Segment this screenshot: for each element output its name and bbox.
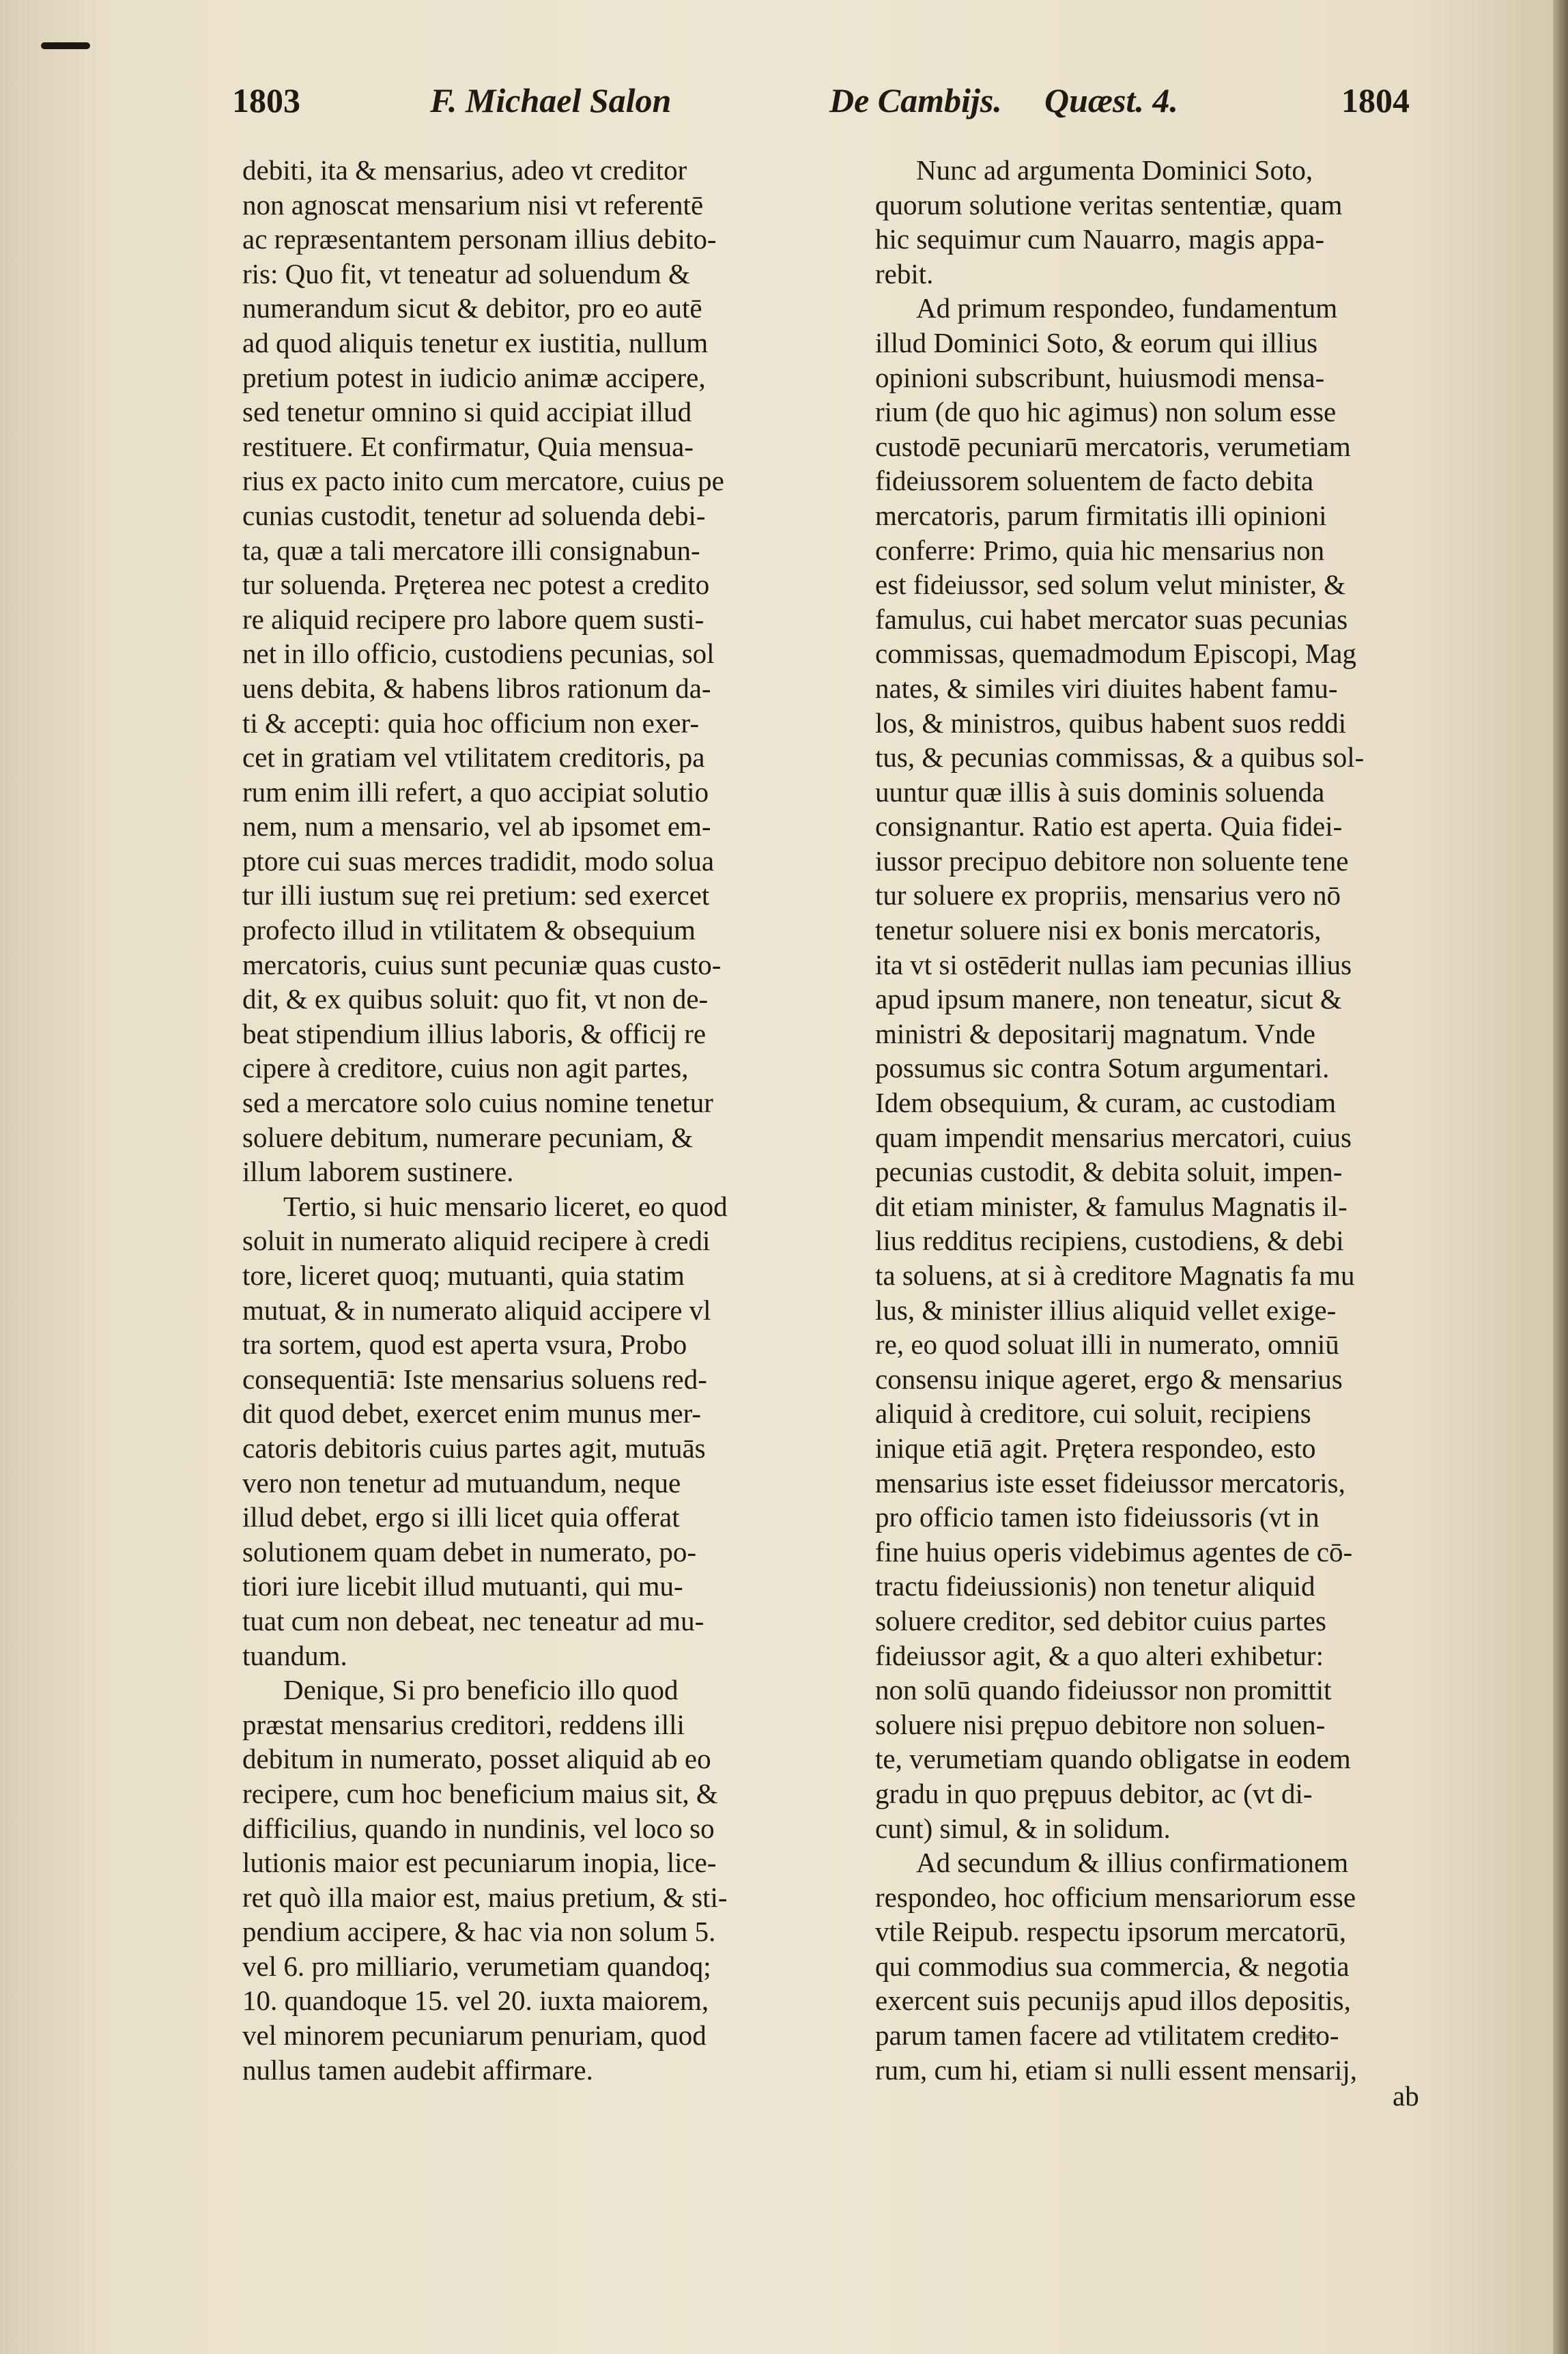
text-line: inique etiā agit. Prętera respondeo, esto [875, 1432, 1316, 1464]
text-line: rum enim illi refert, a quo accipiat solutio [242, 776, 709, 808]
text-line: tra sortem, quod est aperta vsura, Probo [242, 1329, 687, 1361]
text-line: dit, & ex quibus soluit: quo fit, vt non de- [242, 983, 709, 1015]
text-line: conferre: Primo, quia hic mensarius non [875, 534, 1325, 566]
text-line: ita vt si ostēderit nullas iam pecunias illius [875, 948, 1352, 980]
text-line: opinioni subscribunt, huiusmodi mensa- [875, 361, 1325, 393]
text-line: pecunias custodit, & debita soluit, impen- [875, 1156, 1343, 1188]
text-line: tur soluere ex propriis, mensarius vero nō [875, 879, 1341, 911]
text-line: Tertio, si huic mensario liceret, eo quod [283, 1190, 728, 1222]
text-line: ta soluens, at si à creditore Magnatis fa mu [875, 1260, 1355, 1291]
text-line: ad quod aliquis tenetur ex iustitia, nullum [242, 326, 709, 358]
text-line: ris: Quo fit, vt teneatur ad soluendum & [242, 257, 690, 289]
text-line: numerandum sicut & debitor, pro eo autē [242, 292, 702, 324]
text-line: mutuat, & in numerato aliquid accipere vl [242, 1294, 711, 1326]
text-line: commissas, quemadmodum Episcopi, Mag [875, 638, 1356, 670]
text-line: iussor precipuo debitore non soluente tene [875, 845, 1349, 877]
text-line: vel minorem pecuniarum penuriam, quod [242, 2019, 707, 2052]
text-line: Denique, Si pro beneficio illo quod [283, 1674, 679, 1706]
text-line: uuntur quæ illis à suis dominis soluenda [875, 776, 1325, 808]
text-line: consensu inique ageret, ergo & mensarius [875, 1363, 1343, 1395]
text-line: parum tamen facere ad vtilitatem credito- [875, 2019, 1339, 2052]
text-line: possumus sic contra Sotum argumentari. [875, 1052, 1330, 1084]
text-line: consignantur. Ratio est aperta. Quia fidei- [875, 810, 1343, 842]
text-line: tuat cum non debeat, nec teneatur ad mu- [242, 1604, 704, 1636]
text-line: cunias custodit, tenetur ad soluenda debi- [242, 499, 706, 531]
text-line: tore, liceret quoq; mutuanti, quia statim [242, 1260, 685, 1291]
catchword: ab [1393, 2080, 1419, 2112]
text-line: aliquid à creditore, cui soluit, recipiens [875, 1398, 1311, 1430]
left-page-number: 1803 [232, 81, 300, 119]
text-line: restituere. Et confirmatur, Quia mensua- [242, 430, 694, 462]
text-line: rebit. [875, 257, 934, 289]
text-line: fideiussorem soluentem de facto debita [875, 465, 1314, 497]
text-line: difficilius, quando in nundinis, vel loco so [242, 1812, 715, 1844]
text-line: vel 6. pro milliario, verumetiam quandoq; [242, 1950, 711, 1982]
text-line: præstat mensarius creditori, reddens illi [242, 1708, 685, 1740]
text-line: cet in gratiam vel vtilitatem creditoris, pa [242, 741, 705, 774]
right-text-column [875, 153, 1455, 2087]
text-line: illud debet, ergo si illi licet quia offerat [242, 1501, 680, 1533]
text-line: net in illo officio, custodiens pecunias, sol [242, 638, 715, 670]
text-line: vero non tenetur ad mutuandum, neque [242, 1466, 681, 1499]
text-line: lius redditus recipiens, custodiens, & debi [875, 1225, 1344, 1257]
text-line: tus, & pecunias commissas, & a quibus sol- [875, 741, 1365, 774]
text-line: famulus, cui habet mercator suas pecunias [875, 603, 1348, 635]
text-line: mensarius iste esset fideiussor mercatoris, [875, 1466, 1345, 1499]
text-line: cunt) simul, & in solidum. [875, 1812, 1171, 1844]
text-line: fideiussor agit, & a quo alteri exhibetur: [875, 1639, 1324, 1671]
text-line: Ad secundum & illius confirmationem [916, 1847, 1349, 1879]
text-line: soluere nisi prępuo debitore non soluen- [875, 1708, 1326, 1740]
text-line: illud Dominici Soto, & eorum qui illius [875, 326, 1318, 358]
text-line: catoris debitoris cuius partes agit, mutuās [242, 1432, 706, 1464]
text-line: tiori iure licebit illud mutuanti, qui mu- [242, 1570, 683, 1602]
text-line: te, verumetiam quando obligatse in eodem [875, 1743, 1351, 1775]
header-author: F. Michael Salon [430, 81, 672, 119]
text-line: tractu fideiussionis) non tenetur aliquid [875, 1570, 1315, 1602]
text-line: mercatoris, cuius sunt pecuniæ quas custo- [242, 948, 722, 980]
text-line: nem, num a mensario, vel ab ipsomet em- [242, 810, 711, 842]
text-line: exercent suis pecunijs apud illos depositis, [875, 1985, 1351, 2017]
text-line: profecto illud in vtilitatem & obsequium [242, 914, 696, 946]
text-line: soluere debitum, numerare pecuniam, & [242, 1121, 694, 1153]
text-line: nates, & similes viri diuites habent famu- [875, 672, 1338, 704]
text-line: uens debita, & habens libros rationum da- [242, 672, 711, 704]
text-line: dit quod debet, exercet enim munus mer- [242, 1398, 702, 1430]
text-line: lutionis maior est pecuniarum inopia, lice- [242, 1847, 717, 1879]
text-line: los, & ministros, quibus habent suos reddi [875, 707, 1347, 739]
text-line: re, eo quod soluat illi in numerato, omniū [875, 1329, 1339, 1361]
text-line: Idem obsequium, & curam, ac custodiam [875, 1087, 1337, 1119]
text-line: ret quò illa maior est, maius pretium, & sti- [242, 1881, 728, 1913]
text-line: mercatoris, parum firmitatis illi opinioni [875, 499, 1327, 531]
text-line: est fideiussor, sed solum velut minister, & [875, 569, 1346, 601]
text-line: cipere à creditore, cuius non agit partes, [242, 1052, 689, 1084]
text-line: lus, & minister illius aliquid vellet exige- [875, 1294, 1337, 1326]
text-line: tur soluenda. Pręterea nec potest a credito [242, 569, 710, 601]
text-line: rius ex pacto inito cum mercatore, cuius pe [242, 465, 724, 497]
text-line: sed a mercatore solo cuius nomine tenetur [242, 1087, 713, 1119]
text-line: quorum solutione veritas sententiæ, quam [875, 188, 1343, 221]
text-line: soluere creditor, sed debitor cuius partes [875, 1604, 1326, 1636]
text-line: Ad primum respondeo, fundamentum [916, 292, 1338, 324]
text-line: debitum in numerato, posset aliquid ab eo [242, 1743, 711, 1775]
text-line: vtile Reipub. respectu ipsorum mercatorū, [875, 1916, 1346, 1948]
text-line: pretium potest in iudicio animæ accipere, [242, 361, 706, 393]
right-page-number: 1804 [1341, 81, 1410, 119]
left-text-column [242, 153, 823, 2087]
text-line: sed tenetur omnino si quid accipiat illud [242, 396, 692, 428]
text-line: illum laborem sustinere. [242, 1156, 514, 1188]
text-line: re aliquid recipere pro labore quem susti- [242, 603, 704, 635]
text-line: recipere, cum hoc beneficium maius sit, & [242, 1777, 718, 1809]
text-line: 10. quandoque 15. vel 20. iuxta maiorem, [242, 1985, 709, 2017]
text-line: pro officio tamen isto fideiussoris (vt in [875, 1501, 1320, 1533]
ink-smudge [1297, 2034, 1317, 2039]
text-line: tuandum. [242, 1639, 347, 1671]
text-line: rium (de quo hic agimus) non solum esse [875, 396, 1337, 428]
text-line: consequentiā: Iste mensarius soluens red- [242, 1363, 707, 1395]
text-line: beat stipendium illius laboris, & officij re [242, 1017, 707, 1049]
text-line: debiti, ita & mensarius, adeo vt creditor [242, 154, 687, 186]
text-line: custodē pecuniarū mercatoris, verumetiam [875, 430, 1351, 462]
text-line: dit etiam minister, & famulus Magnatis il- [875, 1190, 1348, 1222]
text-line: respondeo, hoc officium mensariorum esse [875, 1881, 1356, 1913]
text-line: ta, quæ a tali mercatore illi consignabun- [242, 534, 700, 566]
ink-mark [41, 42, 90, 49]
text-line: fine huius operis videbimus agentes de cō- [875, 1535, 1353, 1568]
text-line: tur illi iustum suę rei pretium: sed exercet [242, 879, 710, 911]
text-line: soluit in numerato aliquid recipere à credi [242, 1225, 711, 1257]
text-line: non solū quando fideiussor non promittit [875, 1674, 1332, 1706]
text-line: Nunc ad argumenta Dominici Soto, [916, 154, 1313, 186]
text-line: ministri & depositarij magnatum. Vnde [875, 1017, 1315, 1049]
text-line: ac repræsentantem personam illius debito- [242, 223, 717, 255]
text-line: tenetur soluere nisi ex bonis mercatoris, [875, 914, 1322, 946]
text-line: solutionem quam debet in numerato, po- [242, 1535, 696, 1568]
text-line: apud ipsum manere, non teneatur, sicut & [875, 983, 1342, 1015]
header-title: De Cambijs. [829, 81, 1002, 119]
page-spine-shadow [1553, 0, 1568, 2354]
text-line: rum, cum hi, etiam si nulli essent mensarij, [875, 2054, 1357, 2086]
text-line: ti & accepti: quia hoc officium non exer- [242, 707, 699, 739]
text-line: pendium accipere, & hac via non solum 5. [242, 1916, 716, 1948]
text-line: nullus tamen audebit affirmare. [242, 2054, 593, 2086]
text-line: ptore cui suas merces tradidit, modo solua [242, 845, 715, 877]
text-line: gradu in quo prępuus debitor, ac (vt di- [875, 1777, 1313, 1809]
text-line: quam impendit mensarius mercatori, cuius [875, 1121, 1352, 1153]
running-header [232, 81, 1427, 135]
text-line: non agnoscat mensarium nisi vt referentē [242, 188, 704, 221]
header-quaestio: Quæst. 4. [1044, 81, 1178, 119]
text-line: hic sequimur cum Nauarro, magis appa- [875, 223, 1325, 255]
text-line: qui commodius sua commercia, & negotia [875, 1950, 1350, 1982]
